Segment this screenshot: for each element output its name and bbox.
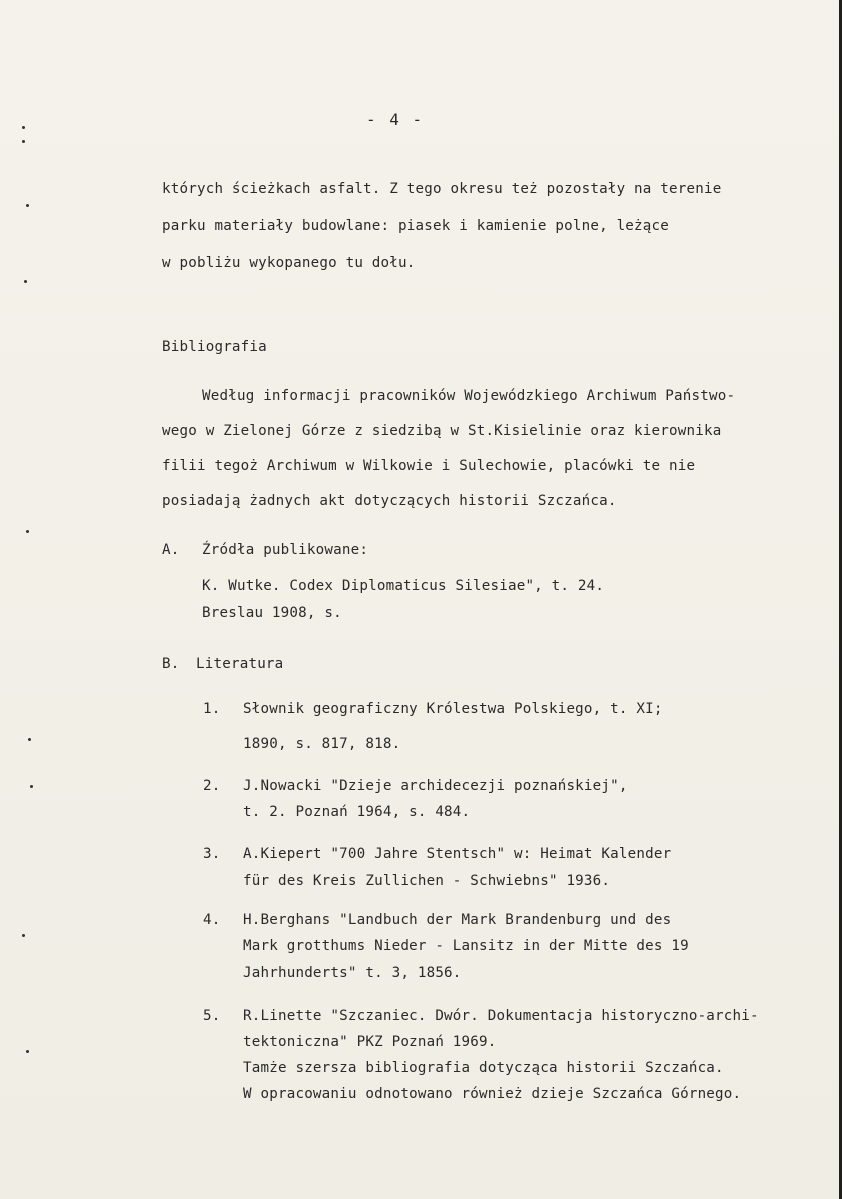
margin-speck	[28, 738, 31, 741]
section-a-line-2: Breslau 1908, s.	[202, 605, 342, 621]
literature-item-2-number: 2.	[203, 778, 221, 794]
bibliography-paragraph-line-3: filii tegoż Archiwum w Wilkowie i Sulechowie, placówki te nie	[162, 458, 696, 474]
margin-speck	[22, 934, 25, 937]
bibliography-paragraph-line-4: posiadają żadnych akt dotyczących historii Szczańca.	[162, 493, 617, 509]
literature-item-3-line-1: A.Kiepert "700 Jahre Stentsch" w: Heimat Kalender	[243, 846, 672, 862]
literature-item-5-line-4: W opracowaniu odnotowano również dzieje Szczańca Górnego.	[243, 1086, 742, 1102]
margin-speck	[30, 785, 33, 788]
margin-speck	[26, 530, 29, 533]
literature-item-5-line-2: tektoniczna" PKZ Poznań 1969.	[243, 1034, 497, 1050]
intro-line-2: parku materiały budowlane: piasek i kamienie polne, leżące	[162, 218, 670, 234]
literature-item-5-line-3: Tamże szersza bibliografia dotycząca historii Szczańca.	[243, 1060, 724, 1076]
section-a-line-1: K. Wutke. Codex Diplomaticus Silesiae", t. 24.	[202, 578, 605, 594]
literature-item-3-number: 3.	[203, 846, 221, 862]
literature-item-2-line-1: J.Nowacki "Dzieje archidecezji poznańskiej",	[243, 778, 628, 794]
literature-item-3-line-2: für des Kreis Zullichen - Schwiebns" 1936.	[243, 873, 611, 889]
literature-item-4-line-1: H.Berghans "Landbuch der Mark Brandenburg und des	[243, 912, 672, 928]
margin-speck	[24, 280, 27, 283]
section-b-label: B.	[162, 656, 180, 672]
literature-item-5-line-1: R.Linette "Szczaniec. Dwór. Dokumentacja historyczno-archi-	[243, 1008, 759, 1024]
literature-item-1-line-1: Słownik geograficzny Królestwa Polskiego, t. XI;	[243, 701, 663, 717]
literature-item-1-line-2: 1890, s. 817, 818.	[243, 736, 401, 752]
bibliography-heading: Bibliografia	[162, 339, 267, 355]
section-a-label: A.	[162, 542, 180, 558]
section-b-title: Literatura	[196, 656, 284, 672]
intro-line-1: których ścieżkach asfalt. Z tego okresu też pozostały na terenie	[162, 181, 722, 197]
margin-speck	[22, 140, 25, 143]
intro-line-3: w pobliżu wykopanego tu dołu.	[162, 255, 416, 271]
section-a-title: Źródła publikowane:	[202, 542, 369, 558]
margin-speck	[26, 1050, 29, 1053]
page-number: - 4 -	[366, 110, 425, 129]
literature-item-4-line-3: Jahrhunderts" t. 3, 1856.	[243, 965, 462, 981]
margin-speck	[22, 126, 25, 129]
literature-item-4-line-2: Mark grotthums Nieder - Lansitz in der Mitte des 19	[243, 938, 689, 954]
literature-item-1-number: 1.	[203, 701, 221, 717]
literature-item-2-line-2: t. 2. Poznań 1964, s. 484.	[243, 804, 471, 820]
bibliography-paragraph-line-2: wego w Zielonej Górze z siedzibą w St.Kisielinie oraz kierownika	[162, 423, 722, 439]
literature-item-4-number: 4.	[203, 912, 221, 928]
margin-speck	[26, 204, 29, 207]
bibliography-paragraph-line-1: Według informacji pracowników Wojewódzkiego Archiwum Państwo-	[202, 388, 736, 404]
literature-item-5-number: 5.	[203, 1008, 221, 1024]
